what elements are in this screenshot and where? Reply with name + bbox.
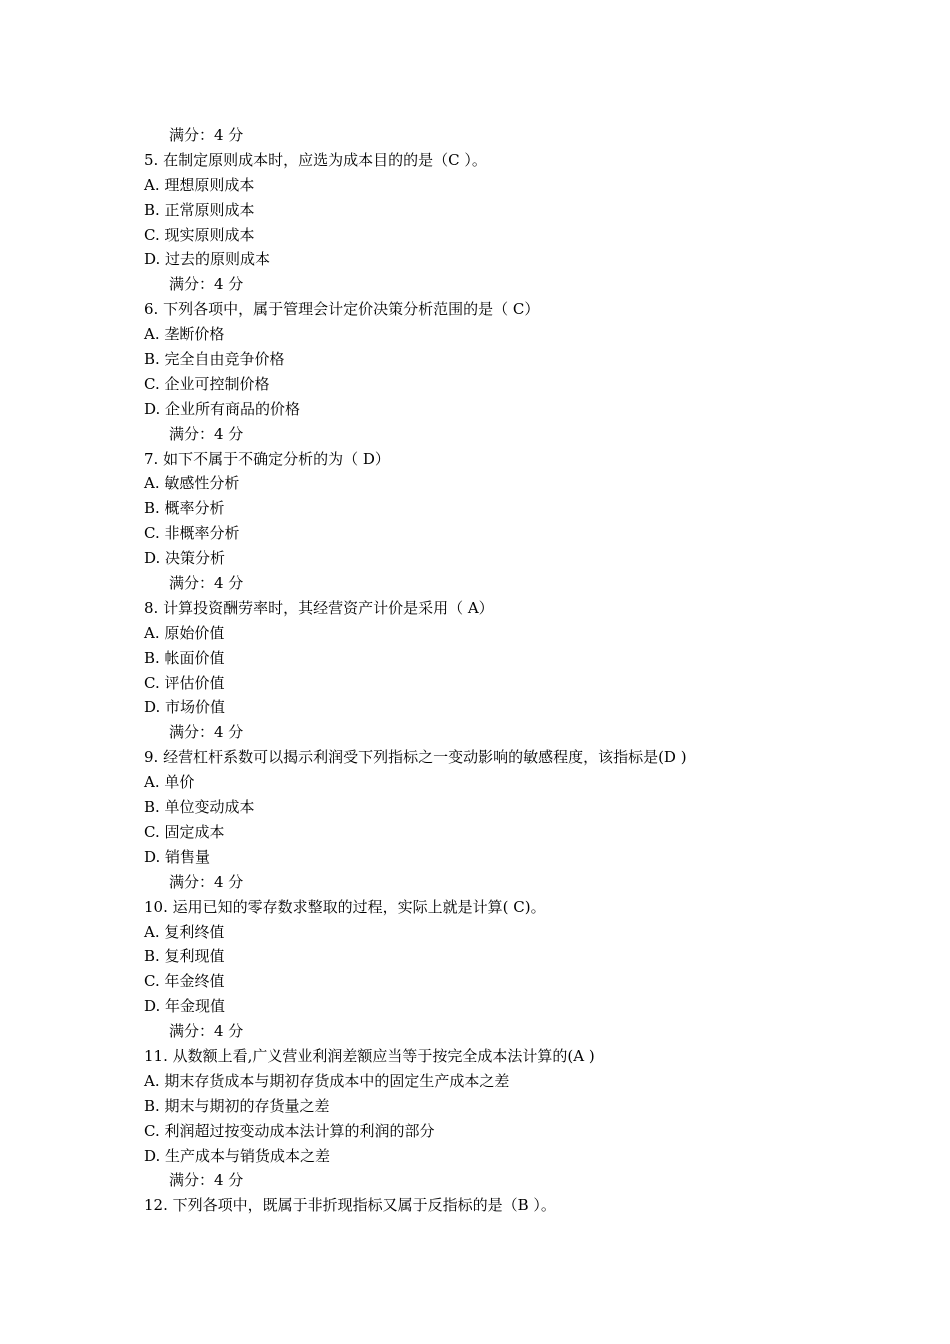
option-b: B. 帐面价值	[144, 648, 225, 667]
option-c: C. 固定成本	[144, 822, 225, 841]
question-text: 8. 计算投资酬劳率时，其经营资产计价是采用（ A）	[144, 598, 494, 617]
score-line: 满分：4 分	[169, 872, 244, 891]
option-c: C. 现实原则成本	[144, 225, 255, 244]
question-text: 12. 下列各项中，既属于非折现指标又属于反指标的是（B ）。	[144, 1196, 556, 1215]
option-d: D. 年金现值	[144, 997, 226, 1016]
option-d: D. 过去的原则成本	[144, 250, 271, 269]
score-line: 满分：4 分	[169, 574, 244, 593]
option-b: B. 复利现值	[144, 947, 225, 966]
option-a: A. 理想原则成本	[144, 175, 255, 194]
option-c: C. 利润超过按变动成本法计算的利润的部分	[144, 1121, 435, 1140]
option-c: C. 评估价值	[144, 673, 225, 692]
option-b: B. 正常原则成本	[144, 200, 255, 219]
score-line: 满分：4 分	[169, 1171, 244, 1190]
score-line: 满分：4 分	[169, 424, 244, 443]
option-b: B. 期末与期初的存货量之差	[144, 1096, 330, 1115]
option-a: A. 原始价值	[144, 623, 225, 642]
option-a: A. 期末存货成本与期初存货成本中的固定生产成本之差	[144, 1071, 510, 1090]
question-text: 10. 运用已知的零存数求整取的过程，实际上就是计算( C)。	[144, 897, 546, 916]
question-text: 7. 如下不属于不确定分析的为（ D）	[144, 449, 390, 468]
option-b: B. 概率分析	[144, 499, 225, 518]
score-line: 满分：4 分	[169, 126, 244, 144]
option-c: C. 年金终值	[144, 972, 225, 991]
question-text: 5. 在制定原则成本时，应选为成本目的的是（C ）。	[144, 150, 487, 169]
question-list	[144, 123, 864, 1218]
score-line: 满分：4 分	[169, 275, 244, 294]
score-line: 满分：4 分	[169, 723, 244, 742]
option-a: A. 单价	[144, 773, 195, 792]
question-text: 6. 下列各项中，属于管理会计定价决策分析范围的是（ C）	[144, 300, 540, 319]
question-text: 9. 经营杠杆系数可以揭示利润受下列指标之一变动影响的敏感程度，该指标是(D )	[144, 748, 687, 767]
option-d: D. 销售量	[144, 847, 211, 866]
option-d: D. 生产成本与销货成本之差	[144, 1146, 331, 1165]
question-text: 11. 从数额上看,广义营业利润差额应当等于按完全成本法计算的(A )	[144, 1046, 595, 1065]
option-d: D. 决策分析	[144, 549, 226, 568]
option-b: B. 完全自由竞争价格	[144, 350, 285, 369]
option-c: C. 非概率分析	[144, 524, 240, 543]
option-a: A. 垄断价格	[144, 325, 225, 344]
option-b: B. 单位变动成本	[144, 798, 255, 817]
option-a: A. 敏感性分析	[144, 474, 240, 493]
option-d: D. 市场价值	[144, 698, 226, 717]
score-line: 满分：4 分	[169, 1022, 244, 1041]
option-c: C. 企业可控制价格	[144, 374, 270, 393]
option-d: D. 企业所有商品的价格	[144, 399, 301, 418]
option-a: A. 复利终值	[144, 922, 225, 941]
